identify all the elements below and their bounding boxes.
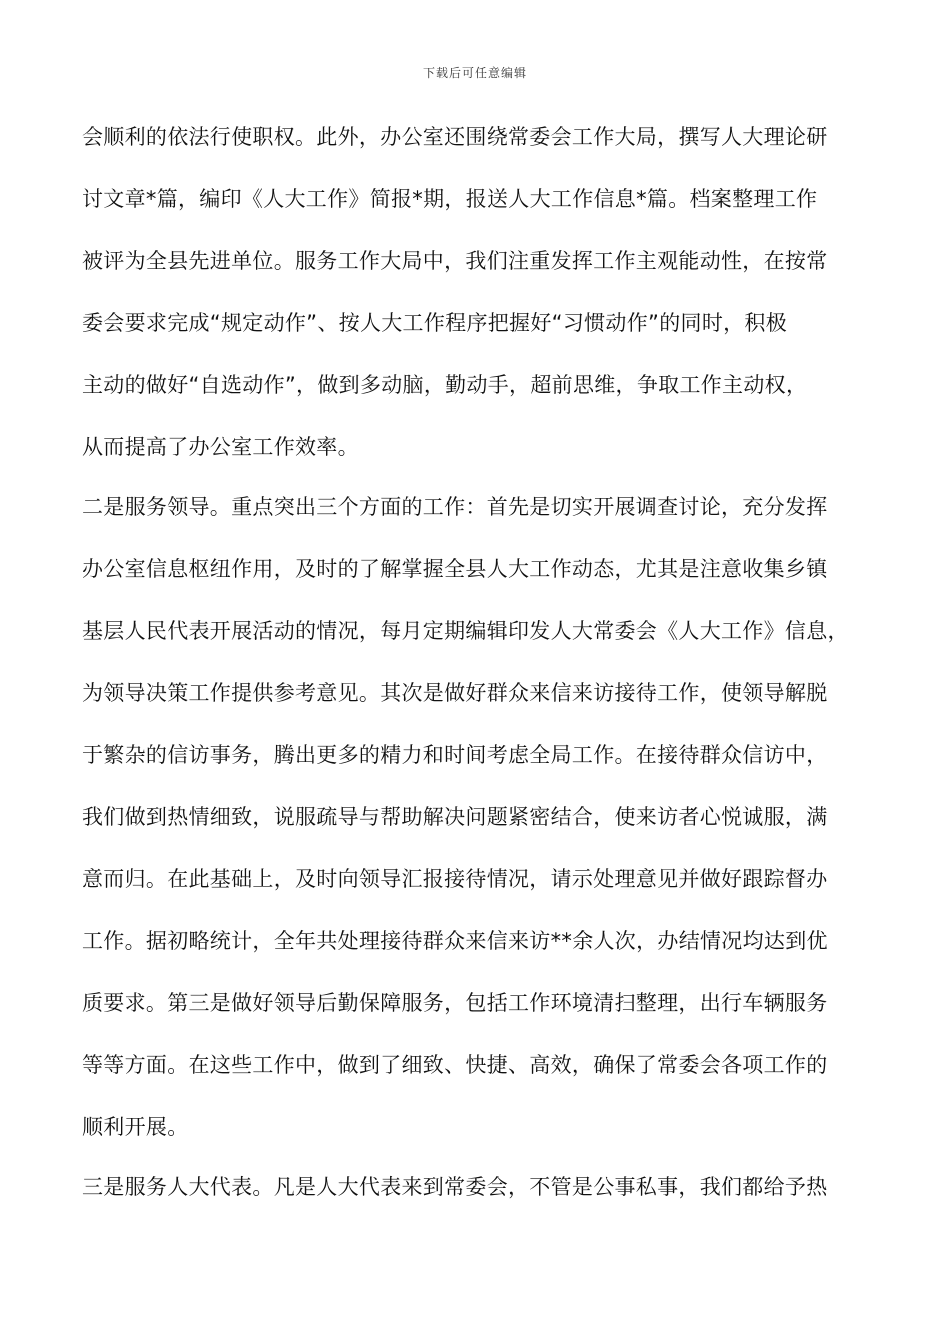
text-line: 等等方面。在这些工作中，做到了细致、快捷、高效，确保了常委会各项工作的 xyxy=(82,1053,828,1077)
text-line: 办公室信息枢纽作用，及时的了解掌握全县人大工作动态，尤其是注意收集乡镇 xyxy=(82,557,828,581)
text-line: 基层人民代表开展活动的情况，每月定期编辑印发人大常委会《人大工作》信息， xyxy=(82,619,849,643)
page-header-note: 下载后可任意编辑 xyxy=(422,66,527,80)
text-line: 质要求。第三是做好领导后勤保障服务，包括工作环境清扫整理，出行车辆服务 xyxy=(82,991,828,1015)
text-line: 主动的做好“自选动作”，做到多动脑，勤动手，超前思维，争取工作主动权， xyxy=(82,373,808,397)
text-line: 顺利开展。 xyxy=(82,1115,189,1139)
text-line: 意而归。在此基础上，及时向领导汇报接待情况，请示处理意见并做好跟踪督办 xyxy=(82,867,828,891)
text-line: 于繁杂的信访事务，腾出更多的精力和时间考虑全局工作。在接待群众信访中， xyxy=(82,743,828,767)
text-line: 为领导决策工作提供参考意见。其次是做好群众来信来访接待工作，使领导解脱 xyxy=(82,681,828,705)
text-line: 从而提高了办公室工作效率。 xyxy=(82,435,359,459)
text-line: 工作。据初略统计，全年共处理接待群众来信来访**余人次，办结情况均达到优 xyxy=(82,929,828,953)
text-line: 讨文章*篇，编印《人大工作》简报*期，报送人大工作信息*篇。档案整理工作 xyxy=(82,187,818,211)
text-line: 委会要求完成“规定动作”、按人大工作程序把握好“习惯动作”的同时，积极 xyxy=(82,311,788,335)
text-line: 三是服务人大代表。凡是人大代表来到常委会，不管是公事私事，我们都给予热 xyxy=(82,1175,828,1199)
text-line: 我们做到热情细致，说服疏导与帮助解决问题紧密结合，使来访者心悦诚服，满 xyxy=(82,805,828,829)
text-line: 会顺利的依法行使职权。此外，办公室还围绕常委会工作大局，撰写人大理论研 xyxy=(82,125,828,149)
text-line: 被评为全县先进单位。服务工作大局中，我们注重发挥工作主观能动性，在按常 xyxy=(82,249,828,273)
text-line: 二是服务领导。重点突出三个方面的工作：首先是切实开展调查讨论，充分发挥 xyxy=(82,495,828,519)
